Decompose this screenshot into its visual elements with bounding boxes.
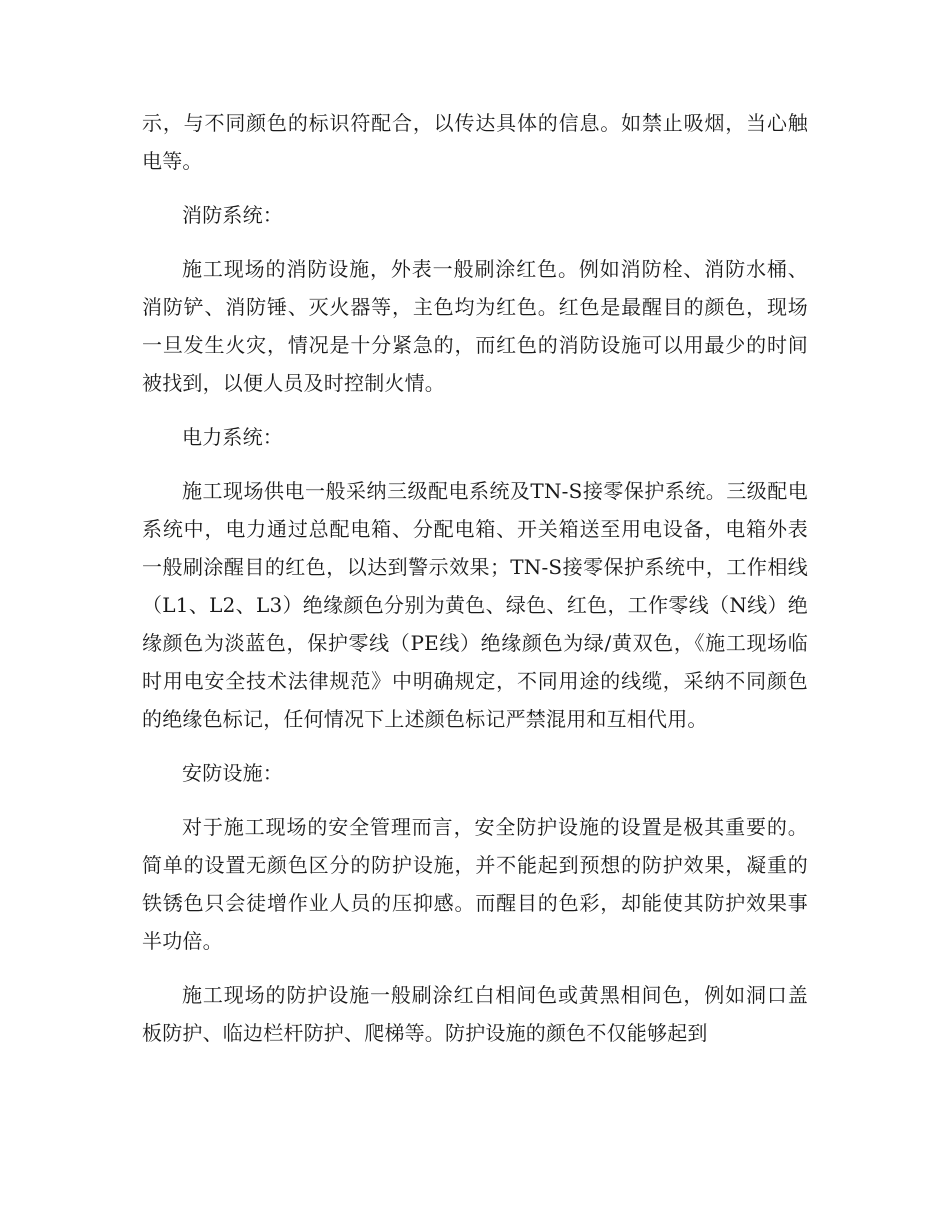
section-heading-fire-system: 消防系统： xyxy=(182,203,283,227)
paragraph-security-facilities: 对于施工现场的安全管理而言，安全防护设施的设置是极其重要的。简单的设置无颜色区分的防护设施，并不能起到预想的防护效果，凝重的铁锈色只会徒增作业人员的压抑感。而醒目的色彩，却能使其防护效果事半功倍。 xyxy=(142,815,808,953)
paragraph-protective-facilities: 施工现场的防护设施一般刷涂红白相间色或黄黑相间色，例如洞口盖板防护、临边栏杆防护、爬梯等。防护设施的颜色不仅能够起到 xyxy=(142,983,808,1045)
paragraph-continued: 示，与不同颜色的标识符配合，以传达具体的信息。如禁止吸烟，当心触电等。 xyxy=(142,111,808,173)
section-heading-power-system: 电力系统： xyxy=(182,425,283,449)
paragraph-fire-system: 施工现场的消防设施，外表一般刷涂红色。例如消防栓、消防水桶、消防铲、消防锤、灭火器等，主色均为红色。红色是最醒目的颜色，现场一旦发生火灾，情况是十分紧急的，而红色的消防设施可以用最少的时间被找到，以便人员及时控制火情。 xyxy=(142,257,808,395)
section-heading-security-facilities: 安防设施： xyxy=(182,761,283,785)
document-body xyxy=(142,104,808,1068)
paragraph-power-system: 施工现场供电一般采纳三级配电系统及TN-S接零保护系统。三级配电系统中，电力通过总配电箱、分配电箱、开关箱送至用电设备，电箱外表一般刷涂醒目的红色，以达到警示效果；TN-S接零保护系统中，工作相线（L1、L2、L3）绝缘颜色分别为黄色、绿色、红色，工作零线（N线）绝缘颜色为淡蓝色，保护零线（PE线）绝缘颜色为绿/黄双色，《施工现场临时用电安全技术法律规范》中明确规定，不同用途的线缆，采纳不同颜色的绝缘色标记，任何情况下上述颜色标记严禁混用和互相代用。 xyxy=(142,479,808,731)
